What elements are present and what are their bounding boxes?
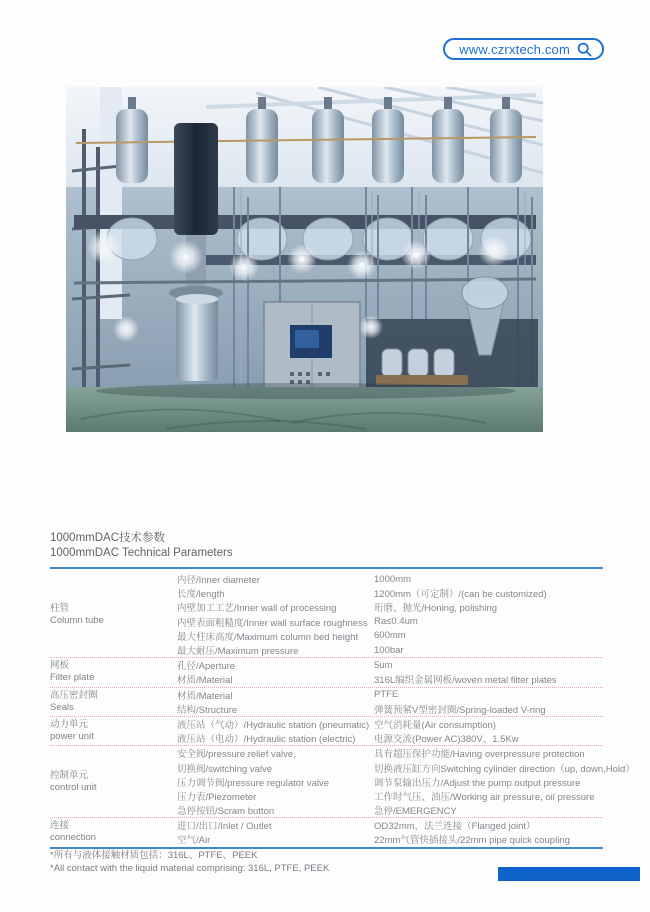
parameter-value: 珩磨、抛光/Honing, polishing [374,603,498,615]
footnotes [50,849,329,875]
parameter-row [177,789,635,803]
parameter-value: 工作时气压、油压/Working air pressure, oil pressure [374,791,595,803]
parameter-value: Ra≤0.4um [374,616,418,628]
parameter-name: 长度/length [177,589,225,601]
parameter-group [50,818,603,848]
equipment-photo [66,87,543,432]
title-rule [50,567,603,569]
parameter-row [177,746,635,760]
parameter-value: PTFE [374,689,399,701]
parameter-name: 进口/出口/Inlet / Outlet [177,821,272,833]
section-title-en: 1000mmDAC Technical Parameters [50,547,233,559]
parameter-row [177,615,603,629]
parameter-name: 切换阀/switching valve [177,763,273,775]
group-rows [177,688,603,716]
parameter-value: 1000mm [374,573,411,585]
parameter-value: 5um [374,659,393,671]
group-label-zh: 控制单元 [50,769,89,781]
group-label-en: control unit [50,781,97,793]
parameter-row [177,658,603,672]
parameter-name: 最大耐压/Maximum pressure [177,646,299,658]
parameter-value: 空气消耗量(Air consumption) [374,719,496,731]
parameter-row [177,643,603,657]
parameter-name: 安全阀/pressure relief valve, [177,749,296,761]
parameter-row [177,629,603,643]
parameter-value: 316L编织金属网板/woven metal filter plates [374,675,557,687]
group-label-zh: 动力单元 [50,719,89,731]
group-label-zh: 柱管 [50,602,70,614]
group-label-zh: 高压密封圈 [50,689,98,701]
parameter-name: 内壁加工工艺/Inner wall of processing [177,603,337,615]
parameter-row [177,586,603,600]
brand-band [498,867,640,881]
parameter-group [50,572,603,658]
parameter-value: 调节泵输出压力/Adjust the pump output pressure [374,777,581,789]
group-label [50,820,177,844]
parameter-value: 100bar [374,644,404,656]
parameter-row [177,702,603,716]
parameter-name: 材质/Material [177,690,233,702]
parameter-value: 弹簧预紧V型密封圈/Spring-loaded V-ring [374,704,546,716]
parameter-value: 具有超压保护功能/Having overpressure protection [374,749,585,761]
parameter-name: 内壁表面粗糙度/Inner wall surface roughness [177,617,368,629]
group-rows [177,658,603,686]
parameter-name: 急停按钮/Scram button [177,806,275,818]
parameter-row [177,803,635,817]
search-icon [577,42,592,57]
group-label-zh: 网板 [50,660,70,672]
group-label [50,770,177,794]
parameter-row [177,832,603,846]
group-label-en: Seals [50,701,74,713]
parameter-name: 最大柱床高度/Maximum column bed height [177,631,359,643]
footnote-en: *All contact with the liquid material comprising: 316L, PTFE, PEEK [50,863,330,874]
parameter-row [177,600,603,614]
parameter-name: 压力表/Piezometer [177,791,257,803]
parameter-value: 电源交流(Power AC)380V、1.5Kw [374,734,519,746]
parameter-name: 内径/Inner diameter [177,575,260,587]
parameter-row [177,672,603,686]
parameter-row [177,818,603,832]
parameter-group [50,717,603,746]
parameter-name: 材质/Material [177,675,233,687]
website-url: www.czrxtech.com [459,41,570,57]
group-label-en: connection [50,832,96,844]
parameter-value: 1200mm（可定制）/(can be customized) [374,589,547,601]
parameter-name: 结构/Structure [177,704,238,716]
parameter-value: 22mm气管快插接头/22mm pipe quick coupling [374,835,570,847]
group-label-en: Filter plate [50,672,95,684]
parameter-value: 切换液压缸方向Switching cylinder direction（up, down,Hold） [374,763,635,775]
group-label [50,603,177,627]
parameter-row [177,572,603,586]
group-label [50,660,177,684]
group-label-en: Column tube [50,614,104,626]
parameter-group [50,746,635,818]
parameter-group [50,658,603,687]
group-rows [177,572,603,657]
footnote-zh: *所有与液体接触材质包括：316L、PTFE、PEEK [50,850,258,861]
group-rows [177,818,603,846]
parameter-name: 液压站（气动）/Hydraulic station (pneumatic) [177,719,370,731]
parameter-value: OD32mm，法兰连接（Flanged joint） [374,821,536,833]
group-label [50,719,177,743]
parameter-value: 急停/EMERGENCY [374,806,457,818]
parameter-name: 压力调节阀/pressure regulator valve [177,777,330,789]
parameter-name: 孔径/Aperture [177,661,236,673]
parameter-group [50,688,603,717]
group-label-zh: 连接 [50,820,70,832]
website-url-pill[interactable] [443,38,604,60]
parameter-name: 空气/Air [177,835,211,847]
parameter-row [177,717,603,731]
group-rows [177,717,603,745]
parameter-value: 600mm [374,630,406,642]
parameter-row [177,760,635,774]
section-title-zh: 1000mmDAC技术参数 [50,532,166,544]
group-rows [177,746,635,817]
group-label [50,690,177,714]
parameters-table [50,572,635,849]
parameter-row [177,775,635,789]
parameter-row [177,731,603,745]
group-label-en: power unit [50,731,94,743]
parameter-row [177,688,603,702]
parameter-name: 液压站（电动）/Hydraulic station (electric) [177,734,356,746]
